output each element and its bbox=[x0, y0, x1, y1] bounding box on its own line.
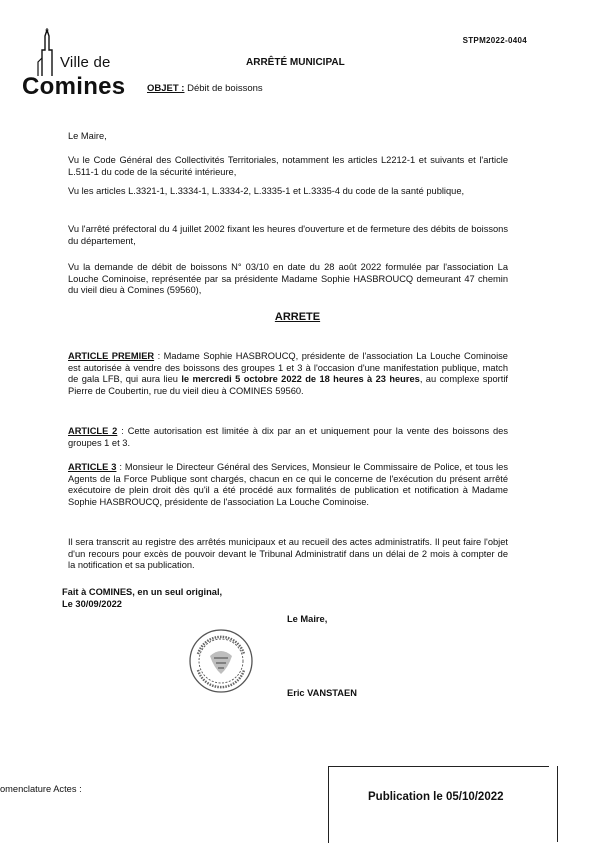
objet-label: OBJET : bbox=[147, 83, 185, 94]
maire-label: Le Maire, bbox=[287, 614, 328, 624]
publication-date: Publication le 05/10/2022 bbox=[368, 791, 504, 803]
article-2-text: : Cette autorisation est limitée à dix par an et uniquement pour la vente des boissons des groupes 1 et 3. bbox=[68, 426, 508, 448]
logo-ville-text: Ville de bbox=[60, 54, 111, 71]
objet-line bbox=[147, 83, 263, 94]
article-2-label: ARTICLE 2 bbox=[68, 426, 118, 436]
article-1-text-a: : Madame Sophie HASBROUCQ, présidente de l'association La Louche Cominoise est autorisée à vendre des boissons des groupes 1 et 3 à l'occasion d'une manifestation publique, match de gala LFB, qui aura lieu bbox=[68, 351, 508, 385]
article-1-text-b: , au complexe sportif Pierre de Coubertin, rue du vieil dieu à COMINES 59560. bbox=[68, 374, 509, 396]
article-2 bbox=[68, 426, 508, 449]
arrete-heading: ARRETE bbox=[274, 311, 321, 323]
signer-name: Eric VANSTAEN bbox=[287, 688, 357, 698]
vu-text-4: Vu la demande de débit de boissons N° 03/10 en date du 28 août 2022 formulée par l'association La Louche Cominoise, représentée par sa présidente Madame Sophie HASBROUCQ demeurant 47 chemin du vieil dieu à Comines (59560), bbox=[68, 262, 508, 296]
signature-date: Le 30/09/2022 bbox=[62, 599, 122, 609]
vu-paragraph-4 bbox=[68, 262, 508, 297]
box-divider bbox=[557, 766, 558, 842]
logo-comines-text: Comines bbox=[22, 73, 126, 100]
opening-line bbox=[68, 131, 508, 143]
closing-text: Il sera transcrit au registre des arrêtés municipaux et au recueil des actes administratifs. Il peut faire l'objet d'un recours pour excès de pouvoir devant le Tribunal Administratif dans un délai de 2 mois à compter de la notification et sa publication. bbox=[68, 537, 508, 571]
publication-box bbox=[328, 766, 549, 843]
vu-text-1: Vu le Code Général des Collectivités Territoriales, notamment les articles L2212-1 et suivants et l'article L.511-1 du code de la sécurité intérieure, bbox=[68, 155, 508, 177]
article-1 bbox=[68, 351, 508, 397]
official-seal-stamp bbox=[188, 628, 254, 694]
article-3-text: : Monsieur le Directeur Général des Services, Monsieur le Commissaire de Police, et tous les Agents de la Force Publique sont chargés, chacun en ce qui le concerne de l'exécution du présent arrêté exécutoire de plein droit dès qu'il a été procédé aux formalités de publication et notification à Madame Sophie HASBROUCQ, présidente de l'association La Louche Cominoise. bbox=[68, 462, 508, 507]
vu-paragraph-1 bbox=[68, 155, 508, 178]
objet-text: Débit de boissons bbox=[187, 83, 263, 94]
article-1-label: ARTICLE PREMIER bbox=[68, 351, 155, 361]
article-3 bbox=[68, 462, 508, 508]
closing-paragraph bbox=[68, 537, 508, 572]
document-reference: STPM2022-0404 bbox=[462, 36, 527, 45]
vu-text-2: Vu les articles L.3321-1, L.3334-1, L.3334-2, L.3335-1 et L.3335-4 du code de la santé publique, bbox=[68, 186, 465, 196]
document-title: ARRÊTÉ MUNICIPAL bbox=[246, 57, 345, 68]
opening-text: Le Maire, bbox=[68, 131, 107, 141]
nomenclature-label: omenclature Actes : bbox=[0, 784, 82, 794]
fait-a-line: Fait à COMINES, en un seul original, bbox=[62, 587, 223, 597]
vu-paragraph-2 bbox=[68, 186, 508, 198]
city-logo bbox=[22, 28, 132, 100]
article-3-label: ARTICLE 3 bbox=[68, 462, 117, 472]
vu-paragraph-3 bbox=[68, 224, 508, 247]
vu-text-3: Vu l'arrêté préfectoral du 4 juillet 2002 fixant les heures d'ouverture et de fermeture des débits de boissons du département, bbox=[68, 224, 508, 246]
article-1-date: le mercredi 5 octobre 2022 de 18 heures à 23 heures bbox=[181, 374, 420, 385]
